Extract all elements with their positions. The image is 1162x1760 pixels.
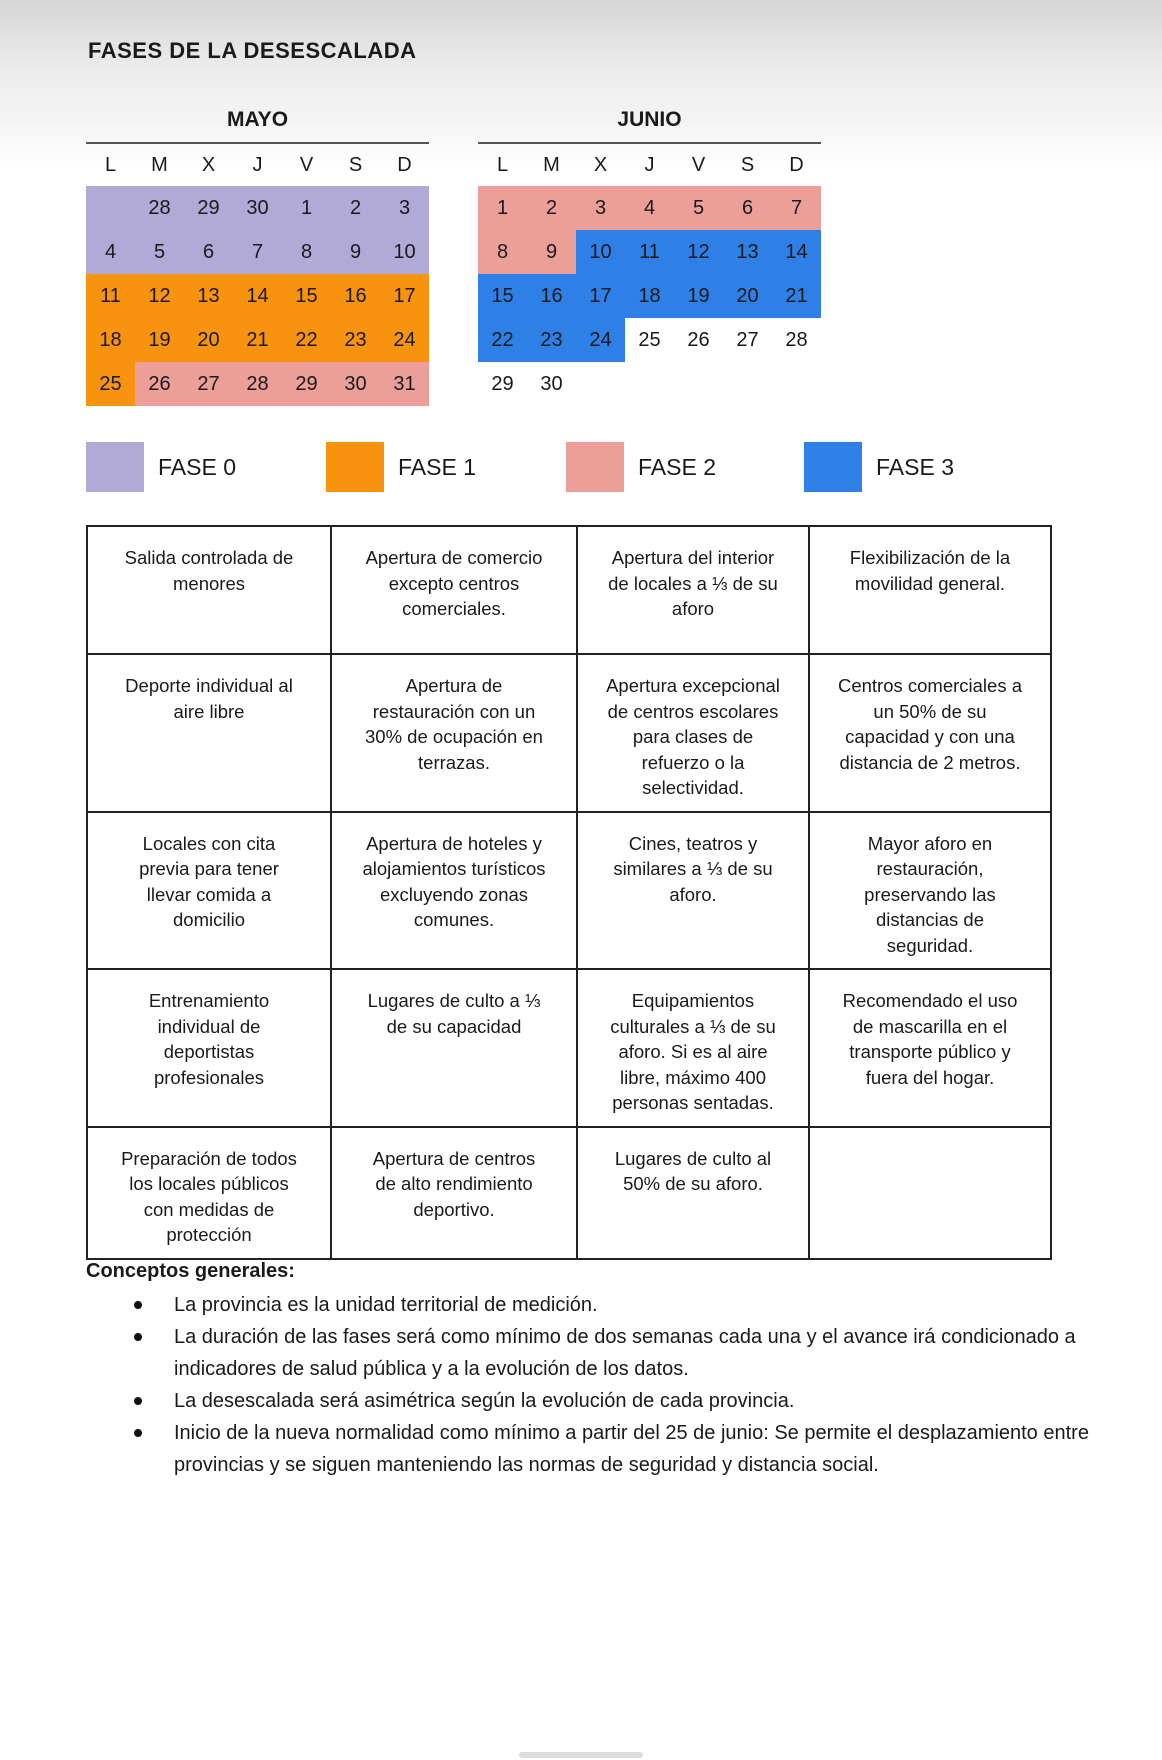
legend-item-fase-3 — [804, 442, 954, 492]
measure-cell-fase-0: Salida controlada de menores — [87, 526, 331, 654]
calendar-june — [478, 106, 821, 406]
calendar-may — [86, 106, 429, 406]
weekday-header: L — [104, 154, 117, 176]
concepts-list — [86, 1289, 1126, 1481]
measure-cell-fase-1: Apertura de hoteles y alojamientos turísticos excluyendo zonas comunes. — [331, 812, 577, 970]
table-row — [87, 1127, 1051, 1259]
calendar-day: 6 — [723, 186, 772, 230]
bullet-icon — [134, 1301, 142, 1309]
concept-text: La desescalada será asimétrica según la evolución de cada provincia. — [174, 1390, 795, 1412]
calendar-day: 16 — [331, 274, 380, 318]
weekday-header: X — [201, 154, 216, 176]
table-row — [87, 969, 1051, 1127]
calendar-day: 16 — [527, 274, 576, 318]
calendar-day: 11 — [625, 230, 674, 274]
measure-cell-fase-0: Locales con cita previa para tener llevar comida a domicilio — [87, 812, 331, 970]
calendar-day: 22 — [478, 318, 527, 362]
calendar-day: 15 — [282, 274, 331, 318]
calendar-day: 27 — [184, 362, 233, 406]
calendar-day: 17 — [576, 274, 625, 318]
calendar-day: 19 — [674, 274, 723, 318]
phase-legend — [86, 442, 986, 494]
calendar-day: 19 — [135, 318, 184, 362]
calendar-day: 18 — [625, 274, 674, 318]
measure-cell-fase-2: Cines, teatros y similares a ⅓ de su aforo. — [577, 812, 809, 970]
concepts-title: Conceptos generales: — [86, 1260, 295, 1282]
list-item — [174, 1417, 1126, 1481]
calendar-day: 14 — [233, 274, 282, 318]
calendar-day: 22 — [282, 318, 331, 362]
legend-item-fase-0 — [86, 442, 236, 492]
measure-cell-fase-1: Apertura de restauración con un 30% de ocupación en terrazas. — [331, 654, 577, 812]
calendar-day: 26 — [135, 362, 184, 406]
calendar-month-title: MAYO — [86, 106, 429, 144]
phase-measures-table — [86, 525, 1052, 1260]
calendar-day: 13 — [723, 230, 772, 274]
calendar-day: 23 — [527, 318, 576, 362]
bullet-icon — [134, 1429, 142, 1437]
calendar-day: 11 — [86, 274, 135, 318]
calendar-day: 1 — [478, 186, 527, 230]
legend-swatch — [804, 442, 862, 492]
calendar-day: 3 — [380, 186, 429, 230]
calendar-day: 21 — [233, 318, 282, 362]
measure-cell-fase-2: Apertura del interior de locales a ⅓ de su aforo — [577, 526, 809, 654]
concept-text: La duración de las fases será como mínimo de dos semanas cada una y el avance irá condicionado a indicadores de salud pública y a la evolución de los datos. — [174, 1326, 1076, 1380]
legend-item-fase-1 — [326, 442, 476, 492]
calendar-day: 25 — [638, 329, 661, 351]
calendar-day: 7 — [233, 230, 282, 274]
legend-label: FASE 3 — [876, 453, 954, 480]
measure-cell-fase-2: Lugares de culto al 50% de su aforo. — [577, 1127, 809, 1259]
calendar-day: 10 — [576, 230, 625, 274]
calendar-day: 18 — [86, 318, 135, 362]
measure-cell-fase-1: Lugares de culto a ⅓ de su capacidad — [331, 969, 577, 1127]
calendar-day: 4 — [625, 186, 674, 230]
calendar-day: 30 — [540, 373, 563, 395]
weekday-header: V — [299, 154, 314, 176]
calendar-day: 1 — [282, 186, 331, 230]
calendar-grid — [86, 144, 429, 406]
calendar-month-title: JUNIO — [478, 106, 821, 144]
calendar-day: 28 — [233, 362, 282, 406]
table-row — [87, 812, 1051, 970]
calendar-day: 12 — [674, 230, 723, 274]
calendar-day: 25 — [86, 362, 135, 406]
calendar-day — [86, 186, 135, 230]
calendar-day: 29 — [491, 373, 514, 395]
calendar-day: 13 — [184, 274, 233, 318]
calendar-day — [723, 362, 772, 406]
calendar-day: 23 — [331, 318, 380, 362]
weekday-header: S — [740, 154, 755, 176]
calendar-day: 10 — [380, 230, 429, 274]
measure-cell-fase-2: Apertura excepcional de centros escolares para clases de refuerzo o la selectividad. — [577, 654, 809, 812]
calendar-day: 20 — [184, 318, 233, 362]
calendar-day — [625, 362, 674, 406]
calendar-day: 30 — [233, 186, 282, 230]
calendar-day: 12 — [135, 274, 184, 318]
weekday-header: M — [151, 154, 168, 176]
list-item — [174, 1289, 1126, 1321]
weekday-header: S — [348, 154, 363, 176]
calendar-day: 3 — [576, 186, 625, 230]
measure-cell-fase-0: Preparación de todos los locales públicos con medidas de protección — [87, 1127, 331, 1259]
calendar-day — [772, 362, 821, 406]
calendar-day: 2 — [527, 186, 576, 230]
calendar-day: 21 — [772, 274, 821, 318]
weekday-header: J — [644, 154, 655, 176]
bullet-icon — [134, 1333, 142, 1341]
calendar-day: 7 — [772, 186, 821, 230]
legend-swatch — [326, 442, 384, 492]
measure-cell-fase-3: Flexibilización de la movilidad general. — [809, 526, 1051, 654]
calendar-day: 28 — [785, 329, 808, 351]
legend-label: FASE 0 — [158, 453, 236, 480]
calendar-day — [674, 362, 723, 406]
legend-swatch — [566, 442, 624, 492]
measure-cell-fase-3: Mayor aforo en restauración, preservando las distancias de seguridad. — [809, 812, 1051, 970]
calendar-day: 20 — [723, 274, 772, 318]
bullet-icon — [134, 1397, 142, 1405]
calendar-day: 8 — [282, 230, 331, 274]
weekday-header: V — [691, 154, 706, 176]
calendar-day: 17 — [380, 274, 429, 318]
weekday-header: D — [789, 154, 804, 176]
calendar-day: 27 — [736, 329, 759, 351]
calendar-day: 24 — [380, 318, 429, 362]
calendar-day: 5 — [674, 186, 723, 230]
table-row — [87, 654, 1051, 812]
measure-cell-fase-0: Deporte individual al aire libre — [87, 654, 331, 812]
measure-cell-fase-3 — [809, 1127, 1051, 1259]
calendar-day: 30 — [331, 362, 380, 406]
calendar-day: 31 — [380, 362, 429, 406]
table-row — [87, 526, 1051, 654]
weekday-header: D — [397, 154, 412, 176]
weekday-header: X — [593, 154, 608, 176]
calendar-day: 9 — [527, 230, 576, 274]
legend-item-fase-2 — [566, 442, 716, 492]
calendar-grid — [478, 144, 821, 406]
calendar-day: 2 — [331, 186, 380, 230]
calendar-day: 24 — [576, 318, 625, 362]
calendar-day: 5 — [135, 230, 184, 274]
measure-cell-fase-3: Recomendado el uso de mascarilla en el transporte público y fuera del hogar. — [809, 969, 1051, 1127]
calendar-day: 14 — [772, 230, 821, 274]
concept-text: Inicio de la nueva normalidad como mínimo a partir del 25 de junio: Se permite el desplazamiento entre provincias y se siguen manteniendo las normas de seguridad y distancia social. — [174, 1422, 1089, 1476]
legend-label: FASE 1 — [398, 453, 476, 480]
calendar-day: 15 — [478, 274, 527, 318]
measure-cell-fase-0: Entrenamiento individual de deportistas profesionales — [87, 969, 331, 1127]
list-item — [174, 1385, 1126, 1417]
calendar-day: 26 — [687, 329, 710, 351]
measure-cell-fase-1: Apertura de comercio excepto centros comerciales. — [331, 526, 577, 654]
calendar-day: 29 — [184, 186, 233, 230]
concept-text: La provincia es la unidad territorial de medición. — [174, 1294, 598, 1316]
weekday-header: M — [543, 154, 560, 176]
calendar-day: 4 — [86, 230, 135, 274]
measure-cell-fase-2: Equipamientos culturales a ⅓ de su aforo. Si es al aire libre, máximo 400 personas sentadas. — [577, 969, 809, 1127]
list-item — [174, 1321, 1126, 1385]
general-concepts — [86, 1260, 1126, 1481]
legend-swatch — [86, 442, 144, 492]
legend-label: FASE 2 — [638, 453, 716, 480]
calendar-day: 8 — [478, 230, 527, 274]
calendar-day: 9 — [331, 230, 380, 274]
calendar-day: 28 — [135, 186, 184, 230]
weekday-header: L — [496, 154, 509, 176]
measure-cell-fase-1: Apertura de centros de alto rendimiento deportivo. — [331, 1127, 577, 1259]
home-indicator — [519, 1752, 643, 1758]
calendar-day: 6 — [184, 230, 233, 274]
weekday-header: J — [252, 154, 263, 176]
page-title: FASES DE LA DESESCALADA — [88, 38, 417, 63]
calendar-day: 29 — [282, 362, 331, 406]
measure-cell-fase-3: Centros comerciales a un 50% de su capacidad y con una distancia de 2 metros. — [809, 654, 1051, 812]
calendar-day — [576, 362, 625, 406]
